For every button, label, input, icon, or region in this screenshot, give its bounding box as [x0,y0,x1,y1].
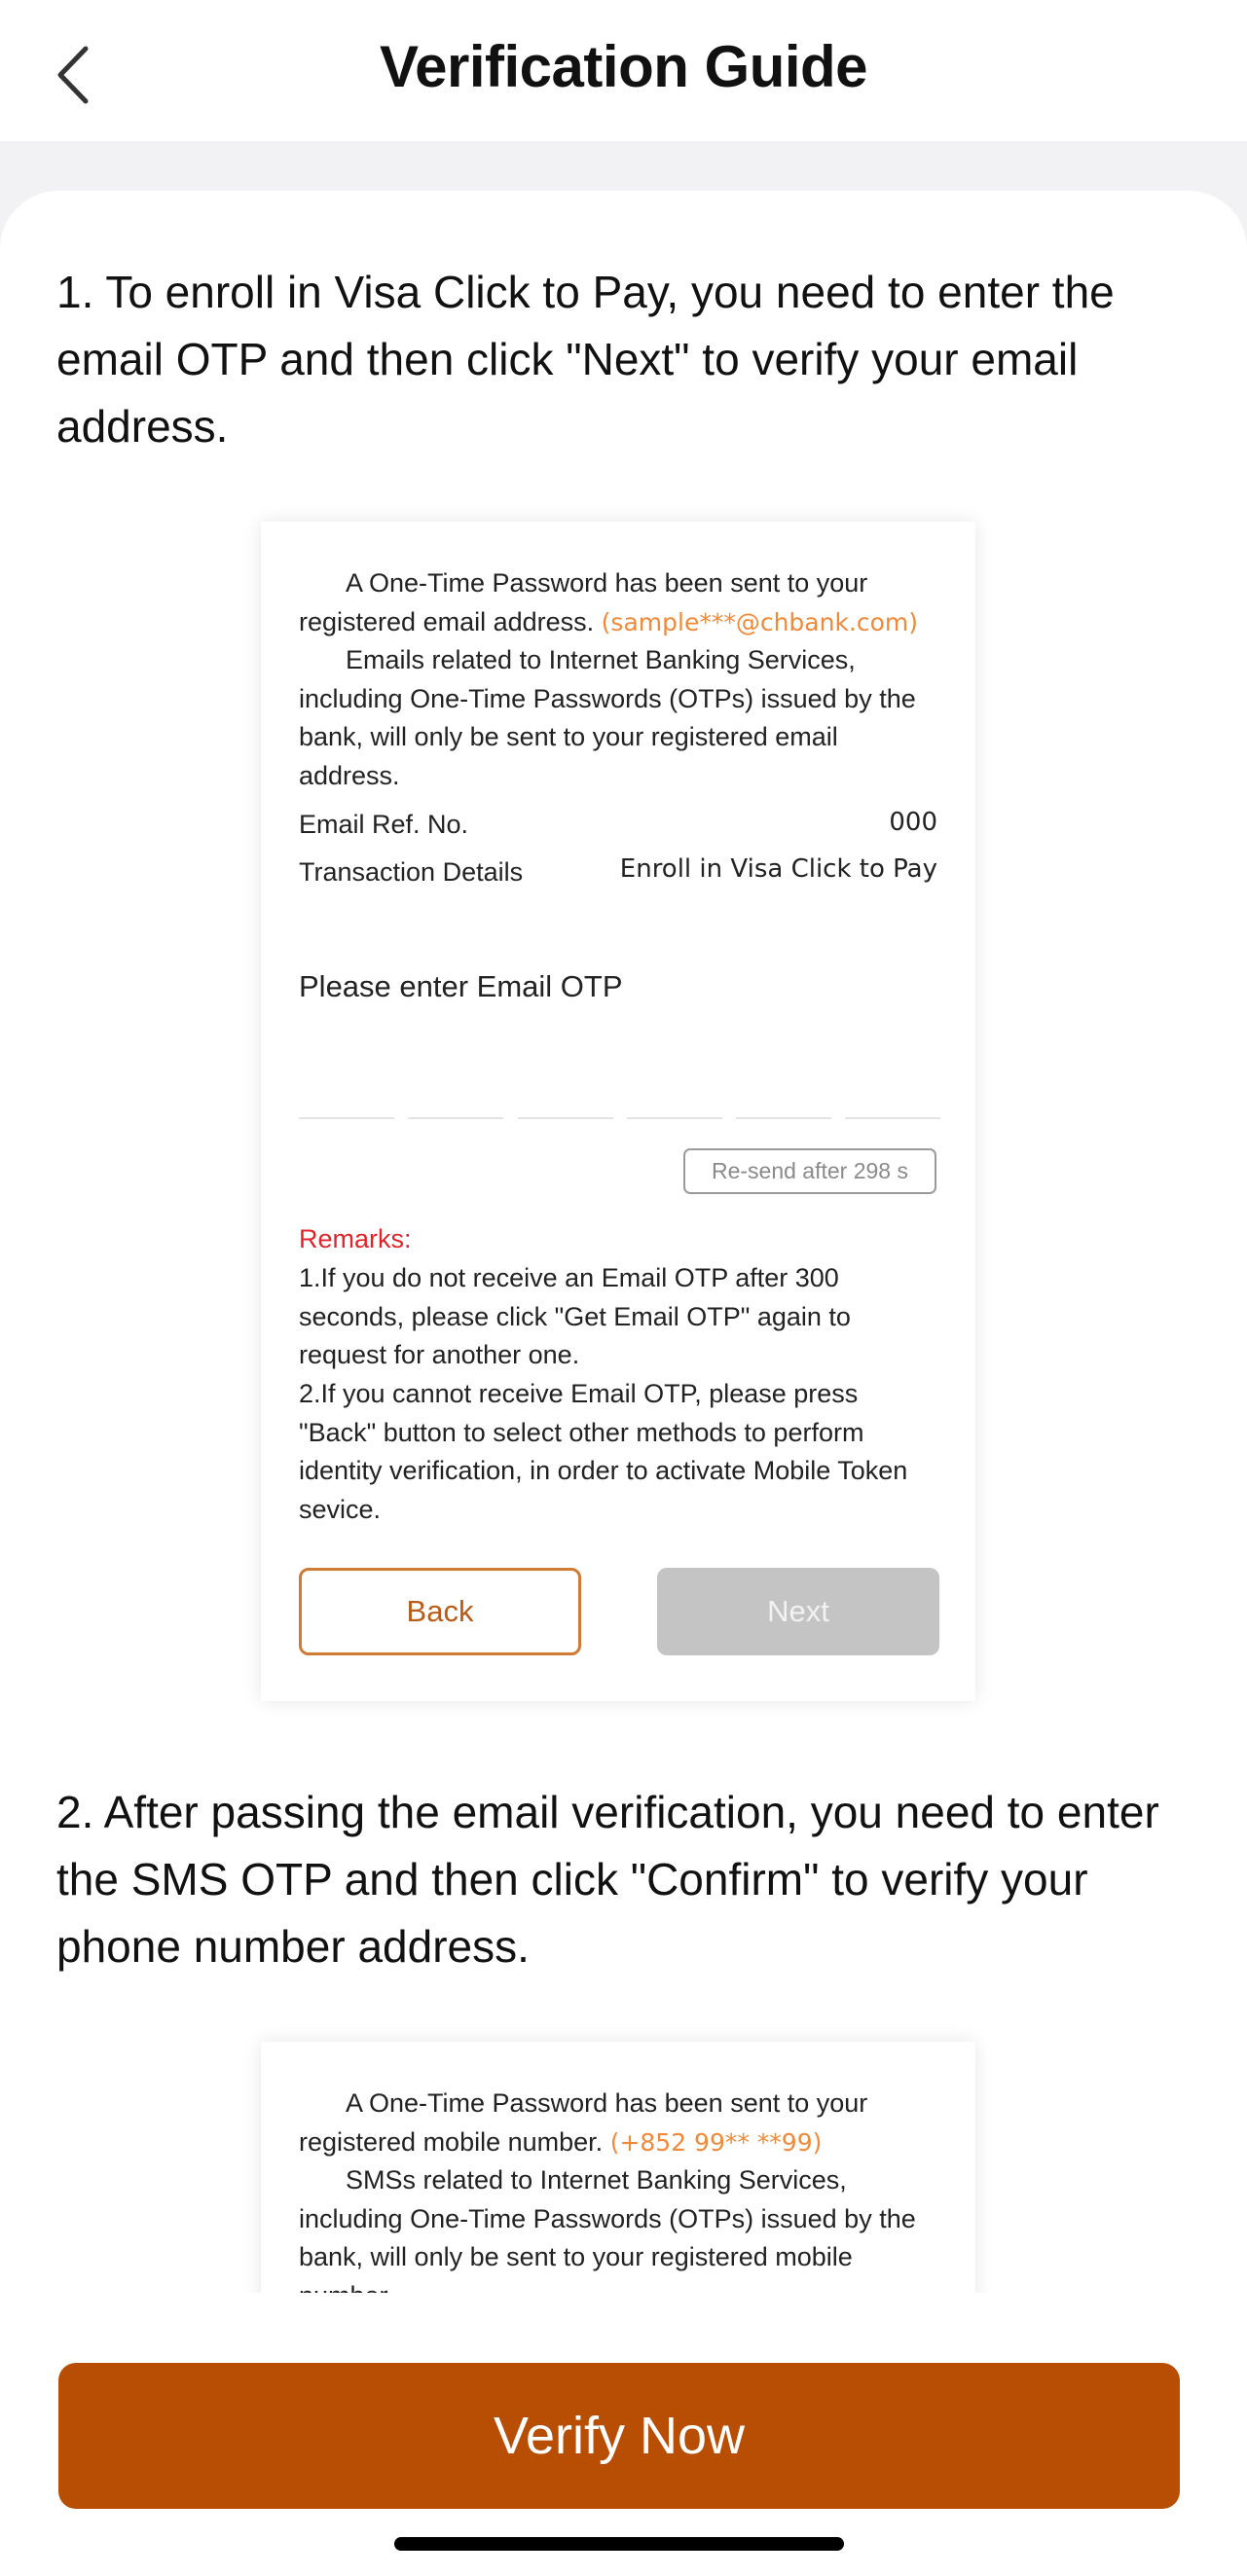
email-target: (sample***@chbank.com) [601,607,919,636]
step-2-text: 2. After passing the email verification, you need to enter the SMS OTP and then click "Confirm" to verify your phone number address. [56,1787,1159,1972]
remark-1: 1.If you do not receive an Email OTP after 300 seconds, please click "Get Email OTP" again to request for another one. [299,1263,851,1369]
resend-button[interactable]: Re-send after 298 s [683,1148,936,1194]
email-notice: Emails related to Internet Banking Services, including One-Time Passwords (OTPs) issued by the bank, will only be sent to your registered email address. [299,645,916,790]
sms-sent-label: A One-Time Password has been sent to your registered mobile number. [299,2088,868,2157]
sms-sent-text [299,2085,941,2161]
otp-slot[interactable] [299,1117,394,1119]
home-indicator[interactable] [394,2537,844,2551]
remark-2: 2.If you cannot receive Email OTP, please press "Back" button to select other methods to perform identity verification, in order to activate Mobile Token sevice. [299,1379,908,1524]
email-otp-screenshot-card [261,522,975,1701]
ref-value: 000 [889,808,937,837]
guide-sheet[interactable] [0,191,1247,2293]
txn-value: Enroll in Visa Click to Pay [619,854,937,884]
otp-slot[interactable] [627,1117,722,1119]
otp-label: Please enter Email OTP [299,969,623,1003]
back-button[interactable]: Back [299,1568,581,1655]
otp-slot[interactable] [736,1117,831,1119]
header [0,0,1247,141]
otp-slot[interactable] [518,1117,613,1119]
otp-slot[interactable] [845,1117,940,1119]
remarks-title: Remarks: [299,1224,412,1253]
email-sent-text [299,564,941,641]
verify-now-button[interactable]: Verify Now [58,2363,1180,2509]
next-button[interactable]: Next [657,1568,939,1655]
sms-target: (+852 99** **99) [609,2127,823,2157]
sms-notice: SMSs related to Internet Banking Services, including One-Time Passwords (OTPs) issued by the bank, will only be sent to your registered mobile [299,2165,916,2271]
ref-label: Email Ref. No. [299,810,469,839]
txn-label: Transaction Details [299,857,524,887]
step-1-text: 1. To enroll in Visa Click to Pay, you need to enter the email OTP and then click "Next" to verify your email address. [56,267,1115,452]
page-title: Verification Guide [379,34,868,99]
otp-slot[interactable] [408,1117,503,1119]
email-sent-label: A One-Time Password has been sent to your registered email address. [299,568,868,636]
